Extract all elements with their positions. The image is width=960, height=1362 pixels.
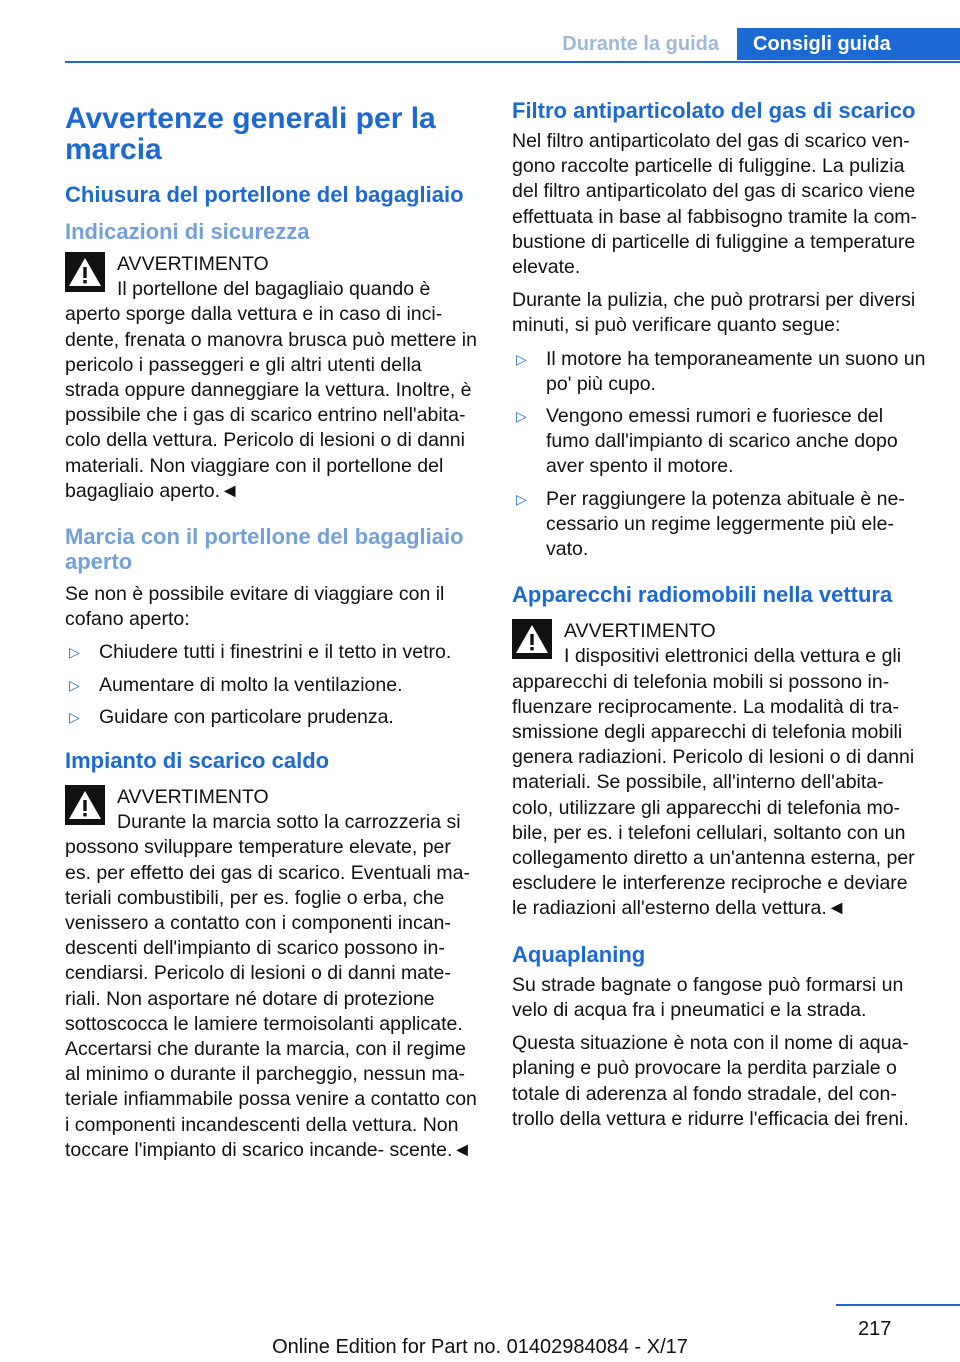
list-item <box>65 673 477 698</box>
left-column <box>65 98 477 1183</box>
header-rule <box>65 61 960 63</box>
subsection-safety: Indicazioni di sicurezza <box>65 219 310 244</box>
warning-label: AVVERTIMENTO <box>117 253 269 275</box>
warning-block-exhaust <box>65 785 477 1163</box>
warning-label: AVVERTIMENTO <box>564 620 716 643</box>
triangle-bullet-icon: ▷ <box>516 350 527 367</box>
list-item <box>65 705 477 730</box>
list-item <box>512 347 928 397</box>
footer-edition: Online Edition for Part no. 01402984084 - X/17 <box>272 1336 688 1358</box>
list-item-text: Guidare con particolare prudenza. <box>99 705 394 728</box>
warning-text: Durante la marcia sotto la carrozzeria si possono sviluppare temperature elevate, per es. per effetto dei gas di scarico. Eventuali ma- teriali combustibili, per es. foglie o erba, che venissero a contatto con i componenti incan- descenti dell'impianto di scarico possono in- cendiarsi. Pericolo di lesioni o di danni mate- riali. Non asportare né dotare di protezione sottoscocca le lamiere termoisolanti applicate. Accertarsi che durante la marcia, con il regime al minimo o durante il parcheggio, nessun ma- teriale infiammabile possa venire a contatto con i componenti incandescenti della vettura. Non toccare l'impianto di scarico incande- scente.◄ <box>65 811 477 1161</box>
section-title-aquaplaning: Aquaplaning <box>512 941 646 967</box>
paragraph: Su strade bagnate o fangose può formarsi un velo di acqua fra i pneumatici e la strada. <box>512 973 904 1021</box>
header-chapter-tab: Consigli guida <box>737 28 960 60</box>
section-title-particulate-filter: Filtro antiparticolato del gas di scarico <box>512 98 916 123</box>
warning-triangle-icon <box>65 252 105 292</box>
list-item-text: Chiudere tutti i finestrini e il tetto in vetro. <box>99 641 452 664</box>
list-item <box>512 404 928 480</box>
paragraph: Se non è possibile evitare di viaggiare con il cofano aperto: <box>65 583 445 631</box>
warning-label: AVVERTIMENTO <box>117 786 269 809</box>
triangle-bullet-icon: ▷ <box>516 490 527 507</box>
triangle-bullet-icon: ▷ <box>69 708 80 725</box>
section-title-tailgate: Chiusura del portellone del bagagliaio <box>65 182 464 207</box>
subsection-driving-open: Marcia con il portellone del bagagliaio aperto <box>65 524 464 575</box>
page-number: 217 <box>858 1318 892 1340</box>
list-item-text: Il motore ha temporaneamente un suono un po' più cupo. <box>546 347 926 395</box>
triangle-bullet-icon: ▷ <box>516 408 527 425</box>
bullet-list <box>65 640 477 730</box>
warning-triangle-icon <box>65 785 105 825</box>
paragraph: Questa situazione è nota con il nome di aqua- planing e può provocare la perdita parziale o totale di aderenza al fondo stradale, del con- trollo della vettura e ridurre l'efficacia dei freni. <box>512 1032 909 1130</box>
page-title: Avvertenze generali per la marcia <box>65 102 436 166</box>
list-item-text: Aumentare di molto la ventilazione. <box>99 673 403 696</box>
warning-text: I dispositivi elettronici della vettura e gli apparecchi di telefonia mobili si possono in- fluenzare reciprocamente. La modalità di tra- smissione degli apparecchi di telefonia mobili genera radiazioni. Pericolo di lesioni o di danni materiali. Se possibile, all'interno dell'abita- colo, utilizzare gli apparecchi di telefonia mo- bile, per es. i telefoni cellulari, soltanto con un collegamento diretto a un'antenna esterna, per escludere le interferenze reciproche e deviare le radiazioni all'esterno della vettura.◄ <box>512 645 915 920</box>
warning-triangle-icon <box>512 619 552 659</box>
right-column <box>512 98 928 1140</box>
triangle-bullet-icon: ▷ <box>69 644 80 661</box>
paragraph: Durante la pulizia, che può protrarsi per diversi minuti, si può verificare quanto segue: <box>512 289 916 337</box>
paragraph: Nel filtro antiparticolato del gas di scarico ven- gono raccolte particelle di fuliggine. La pulizia del filtro antiparticolato del gas di scarico viene effettuata in base al fabbisogno tramite la com- bustione di particelle di fuliggine a temperature elevate. <box>512 130 918 279</box>
page-number-rule <box>836 1304 960 1306</box>
list-item <box>512 487 928 563</box>
header-section-tab: Durante la guida <box>562 33 719 55</box>
section-title-exhaust: Impianto di scarico caldo <box>65 748 330 774</box>
warning-text: Il portellone del bagagliaio quando è aperto sporge dalla vettura e in caso di inci- dente, frenata o manovra brusca può mettere in pericolo i passeggeri e gli altri utenti della strada oppure danneggiare la vettura. Inoltre, è possibile che i gas di scarico entrino nell'abita- colo della vettura. Pericolo di lesioni o di danni materiali. Non viaggiare con il portellone del bagagliaio aperto.◄ <box>65 278 477 502</box>
warning-block-tailgate <box>65 252 477 504</box>
triangle-bullet-icon: ▷ <box>69 676 80 693</box>
warning-block-mobile <box>512 619 928 921</box>
section-title-mobile-devices: Apparecchi radiomobili nella vettura <box>512 582 893 608</box>
bullet-list <box>512 347 928 563</box>
list-item <box>65 640 477 665</box>
list-item-text: Vengono emessi rumori e fuoriesce del fumo dall'impianto di scarico anche dopo aver spento il motore. <box>546 405 898 478</box>
list-item-text: Per raggiungere la potenza abituale è ne- cessario un regime leggermente più ele- vato. <box>546 487 905 561</box>
